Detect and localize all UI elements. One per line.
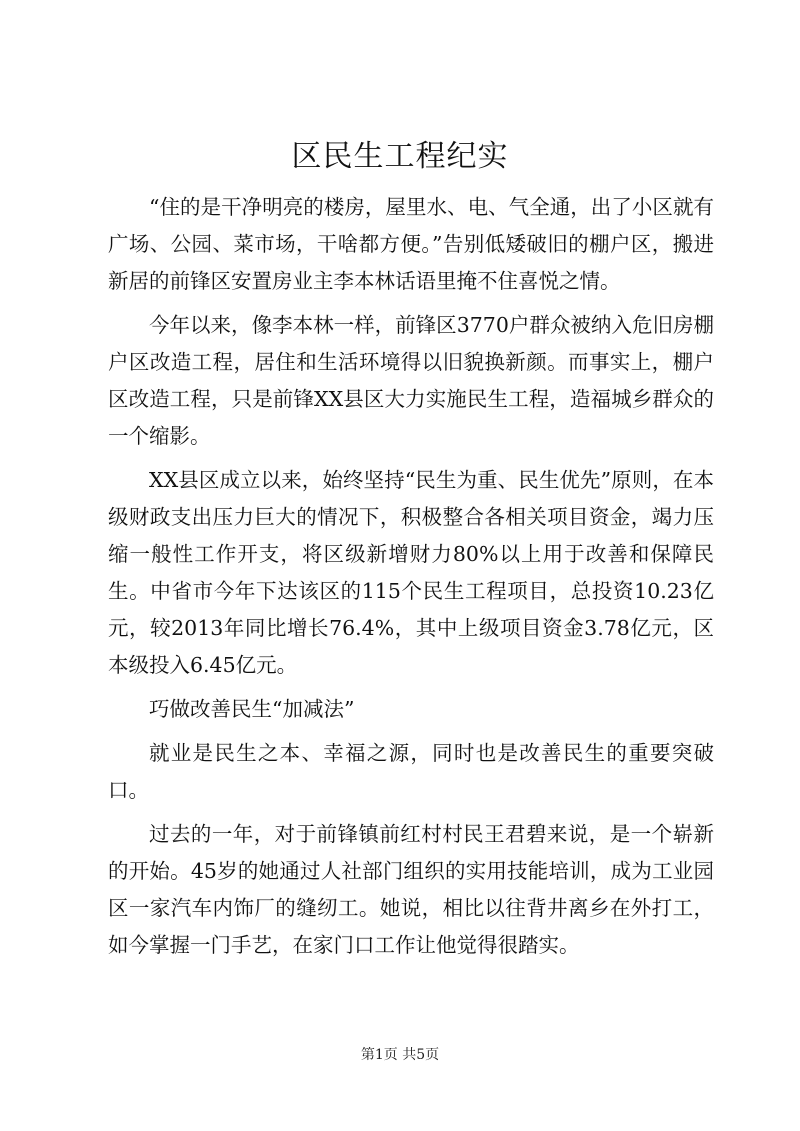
paragraph-5: 过去的一年，对于前锋镇前红村村民王君碧来说，是一个崭新的开始。45岁的她通过人社部门组织的实用技能培训，成为工业园区一家汽车内饰厂的缝纫工。她说，相比以往背井离乡在外打工，如今掌握一门手艺，在家门口工作让他觉得很踏实。 (108, 822, 714, 957)
section-heading: 巧做改善民生“加减法” (149, 697, 355, 721)
document-title: 区民生工程纪实 (291, 139, 509, 174)
paragraph-4: 就业是民生之本、幸福之源，同时也是改善民生的重要突破口。 (108, 741, 714, 802)
paragraph-3: XX县区成立以来，始终坚持“民生为重、民生优先”原则，在本级财政支出压力巨大的情况下，积极整合各相关项目资金，竭力压缩一般性工作开支，将区级新增财力80%以上用于改善和保障民生。中省市今年下达该区的115个民生工程项目，总投资10.23亿元，较2013年同比增长76.4%，其中上级项目资金3.78亿元，区本级投入6.45亿元。 (108, 468, 714, 677)
paragraph-1: “住的是干净明亮的楼房，屋里水、电、气全通，出了小区就有广场、公园、菜市场，干啥都方便。”告别低矮破旧的棚户区，搬进新居的前锋区安置房业主李本林话语里掩不住喜悦之情。 (108, 195, 714, 293)
document-body (108, 189, 714, 971)
page-footer: 第1页 共5页 (360, 1047, 440, 1063)
paragraph-2: 今年以来，像李本林一样，前锋区3770户群众被纳入危旧房棚户区改造工程，居住和生活环境得以旧貌换新颜。而事实上，棚户区改造工程，只是前锋XX县区大力实施民生工程，造福城乡群众的一个缩影。 (108, 313, 714, 448)
